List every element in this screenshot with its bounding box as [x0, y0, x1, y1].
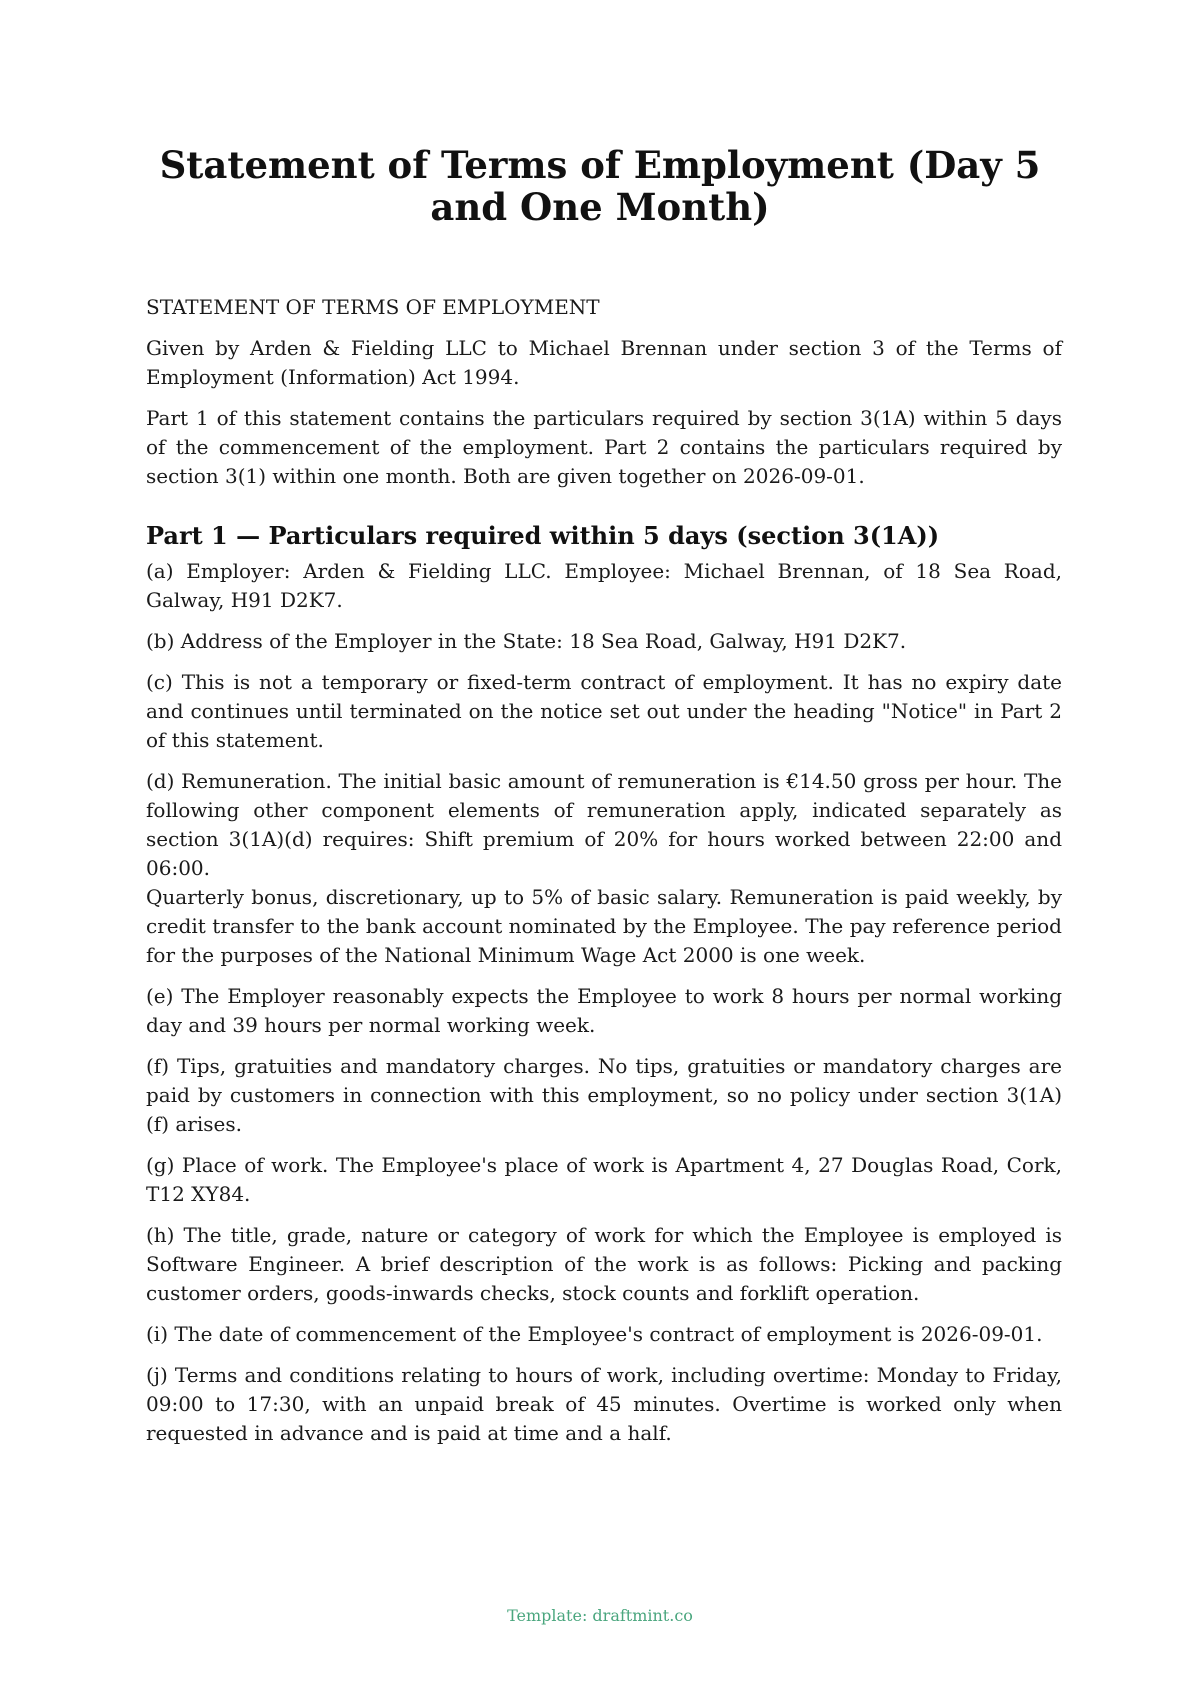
item-d-paragraph: (d) Remuneration. The initial basic amount of remuneration is €14.50 gross per hour. The following other component elements of remuneration apply, indicated separately as section 3(1A)(d) requires: Shift premium of 20% for hours worked between 22:00 and 06:00. — [146, 769, 1062, 880]
item-i-paragraph: (i) The date of commencement of the Employee's contract of employment is 2026-09-01. — [146, 1322, 1043, 1346]
item-c-paragraph: (c) This is not a temporary or fixed-term contract of employment. It has no expiry date and continues until terminated on the notice set out under the heading "Notice" in Part 2 of this statement. — [146, 670, 1062, 752]
intro-given-by-paragraph: Given by Arden & Fielding LLC to Michael Brennan under section 3 of the Terms of Employment (Information) Act 1994. — [146, 336, 1062, 389]
item-f-paragraph: (f) Tips, gratuities and mandatory charges. No tips, gratuities or mandatory charges are paid by customers in connection with this employment, so no policy under section 3(1A)(f) arises. — [146, 1054, 1062, 1136]
item-g-paragraph: (g) Place of work. The Employee's place of work is Apartment 4, 27 Douglas Road, Cork, T12 XY84. — [146, 1153, 1062, 1206]
item-e-paragraph: (e) The Employer reasonably expects the Employee to work 8 hours per normal working day and 39 hours per normal working week. — [146, 984, 1062, 1037]
item-b-paragraph: (b) Address of the Employer in the State: 18 Sea Road, Galway, H91 D2K7. — [146, 629, 907, 653]
item-j-paragraph: (j) Terms and conditions relating to hours of work, including overtime: Monday to Friday, 09:00 to 17:30, with an unpaid break of 45 minutes. Overtime is worked only when requested in advance and is paid at time and a half. — [146, 1363, 1062, 1445]
intro-parts-paragraph: Part 1 of this statement contains the particulars required by section 3(1A) within 5 days of the commencement of the employment. Part 2 contains the particulars required by section 3(1) within one month. Both are given together on 2026-09-01. — [146, 406, 1062, 488]
intro-heading: STATEMENT OF TERMS OF EMPLOYMENT — [146, 295, 600, 319]
item-h-paragraph: (h) The title, grade, nature or category of work for which the Employee is employed is Software Engineer. A brief description of the work is as follows: Picking and packing customer orders, goods-inwards checks, stock counts and forklift operation. — [146, 1223, 1062, 1305]
item-d-continued-paragraph: Quarterly bonus, discretionary, up to 5% of basic salary. Remuneration is paid weekly, by credit transfer to the bank account nominated by the Employee. The pay reference period for the purposes of the National Minimum Wage Act 2000 is one week. — [146, 885, 1062, 967]
template-footer: Template: draftmint.co — [507, 1606, 693, 1625]
part1-heading: Part 1 — Particulars required within 5 days (section 3(1A)) — [146, 521, 940, 550]
document-body — [146, 293, 1062, 1460]
item-a-paragraph: (a) Employer: Arden & Fielding LLC. Employee: Michael Brennan, of 18 Sea Road, Galway, H91 D2K7. — [146, 559, 1062, 612]
page-title: Statement of Terms of Employment (Day 5 and One Month) — [159, 143, 1041, 229]
